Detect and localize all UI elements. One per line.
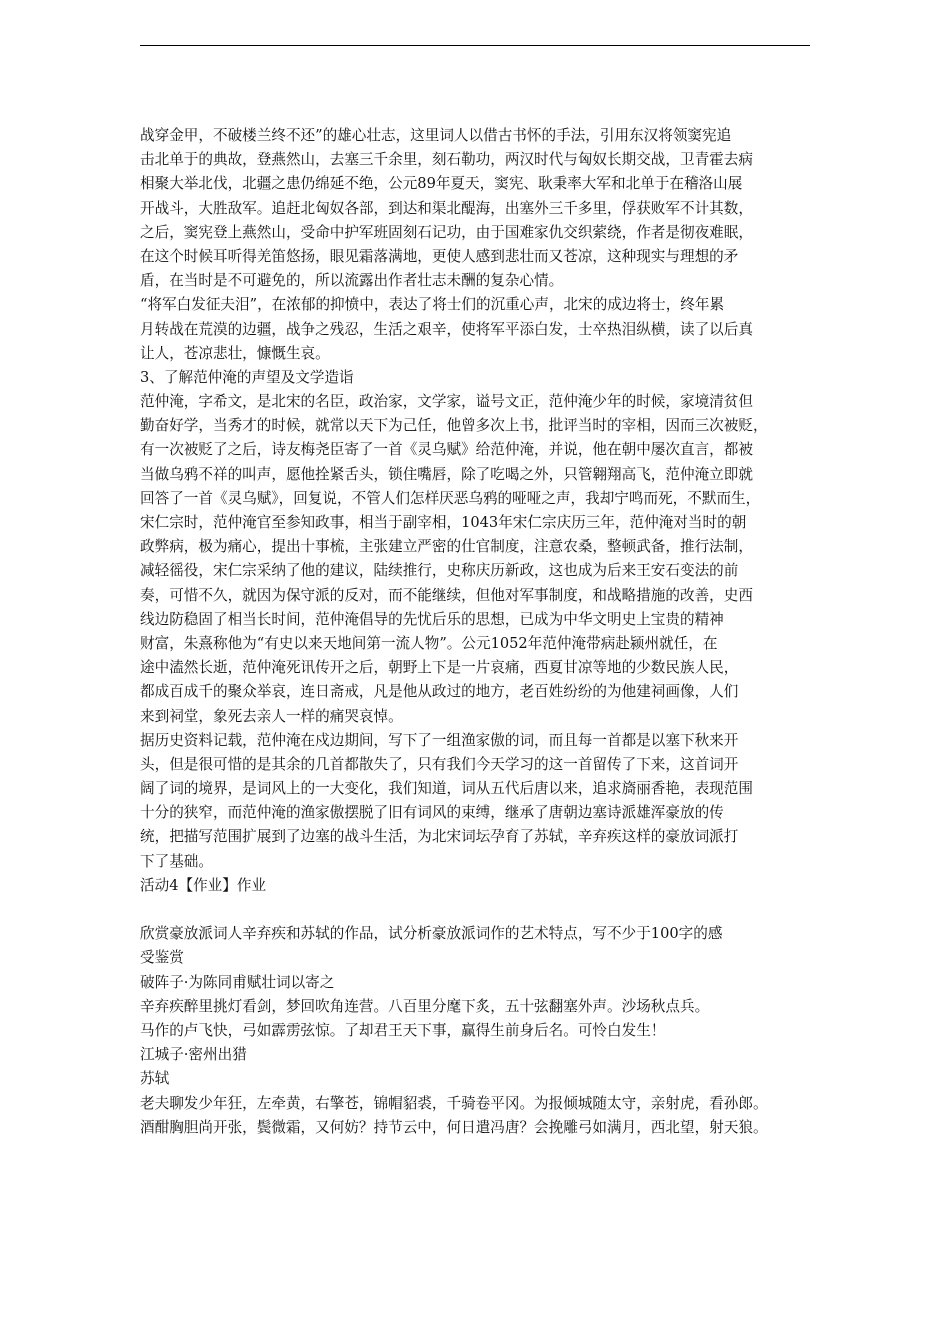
poem-line: 辛弃疾醉里挑灯看剑，梦回吹角连营。八百里分麾下炙，五十弦翻塞外声。沙场秋点兵。 [140, 997, 710, 1015]
body-line: 据历史资料记载，范仲淹在戍边期间，写下了一组渔家傲的词，而且每一首都是以塞下秋来开 [140, 731, 739, 749]
poem-author: 苏轼 [140, 1070, 170, 1088]
body-line: 财富，朱熹称他为“有史以来天地间第一流人物”。公元1052年范仲淹带病赴颍州就任，在 [140, 634, 718, 652]
assignment-line: 受鉴赏 [140, 949, 184, 967]
body-line: 相聚大举北伐，北疆之患仍绵延不绝，公元89年夏天，窦宪、耿秉率大军和北单于在稽洛山展 [140, 175, 743, 193]
body-line: 头，但是很可惜的是其余的几首都散失了，只有我们今天学习的这一首留传了下来，这首词开 [140, 755, 739, 773]
body-line: 月转战在荒漠的边疆，战争之残忍，生活之艰辛，使将军平添白发，士卒热泪纵横，读了以后真 [140, 320, 753, 338]
body-line: 战穿金甲，不破楼兰终不还”的雄心壮志，这里词人以借古书怀的手法，引用东汉将领窦宪追 [140, 127, 732, 144]
body-line: 让人，苍凉悲壮，慷慨生哀。 [140, 344, 330, 362]
body-line: 宋仁宗时，范仲淹官至参知政事，相当于副宰相，1043年宋仁宗庆历三年，范仲淹对当时的朝 [140, 514, 747, 531]
body-line: 下了基础。 [140, 852, 213, 870]
poem-line: 老夫聊发少年狂，左牵黄，右擎苍，锦帽貂裘，千骑卷平冈。为报倾城随太守，亲射虎，看孙郎。 [140, 1094, 768, 1112]
header-rule [140, 45, 810, 46]
body-line: 统，把描写范围扩展到了边塞的战斗生活，为北宋词坛孕育了苏轼，辛弃疾这样的豪放词派打 [140, 828, 739, 846]
body-line: 有一次被贬了之后，诗友梅尧臣寄了一首《灵乌赋》给范仲淹，并说，他在朝中屡次直言，都被 [140, 441, 753, 459]
body-line: 勤奋好学，当秀才的时候，就常以天下为己任，他曾多次上书，批评当时的宰相，因而三次被贬， [140, 417, 768, 435]
activity-heading: 活动4【作业】作业 [140, 876, 267, 894]
body-line: 范仲淹，字希文，是北宋的名臣，政治家，文学家，谥号文正，范仲淹少年的时候，家境清贫但 [140, 393, 753, 411]
poem-line: 马作的卢飞快，弓如霹雳弦惊。了却君王天下事，赢得生前身后名。可怜白发生！ [140, 1021, 666, 1039]
blank-line [140, 898, 812, 922]
poem-title: 破阵子·为陈同甫赋壮词以寄之 [140, 973, 335, 991]
body-line: 来到祠堂，象死去亲人一样的痛哭哀悼。 [140, 707, 403, 725]
body-line: 都成百成千的聚众举哀，连日斋戒，凡是他从政过的地方，老百姓纷纷的为他建祠画像，人们 [140, 683, 739, 701]
body-line: 开战斗，大胜敌军。追赶北匈奴各部，到达和渠北醍海，出塞外三千多里，俘获败军不计其数， [140, 199, 753, 217]
body-line: 奏，可惜不久，就因为保守派的反对，而不能继续，但他对军事制度，和战略措施的改善，史西 [140, 586, 753, 604]
poem-line: 酒酣胸胆尚开张，鬓微霜，又何妨？持节云中，何日遣冯唐？会挽雕弓如满月，西北望，射天狼。 [140, 1118, 768, 1136]
body-line: 线边防稳固了相当长时间，范仲淹倡导的先忧后乐的思想，已成为中华文明史上宝贵的精神 [140, 610, 724, 628]
body-line: 盾，在当时是不可避免的，所以流露出作者壮志未酬的复杂心情。 [140, 272, 564, 290]
body-line: 阔了词的境界，是词风上的一大变化，我们知道，词从五代后唐以来，追求旖丽香艳，表现范围 [140, 780, 753, 798]
body-line: “将军白发征夫泪”，在浓郁的抑愤中，表达了将士们的沉重心声，北宋的成边将士，终年累 [140, 296, 725, 314]
body-line: 在这个时候耳听得羌笛悠扬，眼见霜落满地，更使人感到悲壮而又苍凉，这种现实与理想的矛 [140, 247, 739, 265]
section-heading: 3、了解范仲淹的声望及文学造诣 [140, 368, 354, 386]
body-line: 之后，窦宪登上燕然山，受命中护军班固刻石记功，由于国难家仇交织萦绕，作者是彻夜难眠， [140, 223, 753, 241]
body-line: 当做乌鸦不祥的叫声，愿他拴紧舌头，锁住嘴唇，除了吃喝之外，只管翱翔高飞，范仲淹立即就 [140, 465, 753, 483]
poem-title: 江城子·密州出猎 [140, 1046, 247, 1064]
body-line: 减轻徭役，宋仁宗采纳了他的建议，陆续推行，史称庆历新政，这也成为后来王安石变法的前 [140, 562, 739, 580]
body-line: 回答了一首《灵乌赋》，回复说，不管人们怎样厌恶乌鸦的哑哑之声，我却宁鸣而死，不默而生， [140, 489, 761, 507]
body-line: 击北单于的典故，登燕然山，去塞三千余里，刻石勒功，两汉时代与匈奴长期交战，卫青霍去病 [140, 151, 753, 169]
body-line: 途中溘然长逝，范仲淹死讯传开之后，朝野上下是一片哀痛，西夏甘凉等地的少数民族人民， [140, 659, 739, 677]
document-body [140, 124, 812, 1140]
body-line: 十分的狭窄，而范仲淹的渔家傲摆脱了旧有词风的束缚，继承了唐朝边塞诗派雄浑豪放的传 [140, 804, 724, 822]
body-line: 政弊病，极为痛心，提出十事梳，主张建立严密的仕官制度，注意农桑，整顿武备，推行法制， [140, 538, 753, 556]
assignment-line: 欣赏豪放派词人辛弃疾和苏轼的作品，试分析豪放派词作的艺术特点，写不少于100字的感 [140, 925, 723, 943]
